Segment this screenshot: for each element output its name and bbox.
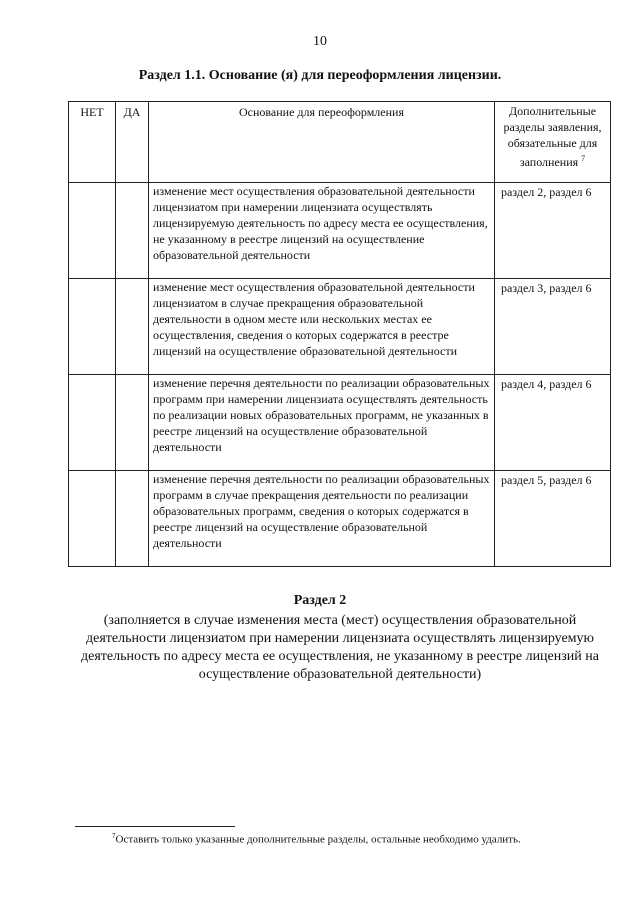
- da-cell[interactable]: [116, 375, 149, 471]
- header-extra-sections: [495, 102, 611, 183]
- footnote-mark: 7: [112, 832, 116, 840]
- sections-cell: раздел 3, раздел 6: [495, 279, 611, 375]
- basis-cell: изменение перечня деятельности по реализации образовательных программ при намерении лицензиата осуществлять деятельность по реализации новых образовательных программ, не указанных в реестре лицензий на осуществление образовательной деятельности: [149, 375, 495, 471]
- header-basis: Основание для переоформления: [149, 102, 495, 183]
- basis-cell: изменение мест осуществления образовательной деятельности лицензиатом при намерении лицензиата осуществлять лицензируемую деятельность по адресу места ее осуществления, не указанному в реестре лицензий на осуществление образовательной деятельности: [149, 183, 495, 279]
- table-row: [69, 183, 611, 279]
- footnote-divider: [75, 826, 235, 827]
- header-extra-text: Дополнительные разделы заявления, обязательные для заполнения: [503, 104, 602, 169]
- da-cell[interactable]: [116, 279, 149, 375]
- table-row: [69, 471, 611, 567]
- table-row: [69, 375, 611, 471]
- net-cell[interactable]: [69, 279, 116, 375]
- header-da: ДА: [116, 102, 149, 183]
- sections-cell: раздел 4, раздел 6: [495, 375, 611, 471]
- table-row: [69, 279, 611, 375]
- basis-table: [68, 101, 611, 567]
- section2-note: (заполняется в случае изменения места (мест) осуществления образовательной деятельности лицензиатом при намерении лицензиата осуществлять лицензируемую деятельность по адресу места ее осуществления, не указанному в реестре лицензий на осуществление образовательной деятельности): [81, 613, 599, 682]
- da-cell[interactable]: [116, 183, 149, 279]
- basis-cell: изменение перечня деятельности по реализации образовательных программ в случае прекращения деятельности по реализации образовательных программ, сведения о которых содержатся в реестре лицензий на осуществление образовательной деятельности: [149, 471, 495, 567]
- net-cell[interactable]: [69, 471, 116, 567]
- page-number: 10: [313, 34, 327, 49]
- section2-title: Раздел 2: [293, 593, 347, 608]
- sections-cell: раздел 2, раздел 6: [495, 183, 611, 279]
- net-cell[interactable]: [69, 375, 116, 471]
- header-footnote-mark: 7: [581, 154, 586, 163]
- da-cell[interactable]: [116, 471, 149, 567]
- header-net: НЕТ: [69, 102, 116, 183]
- sections-cell: раздел 5, раздел 6: [495, 471, 611, 567]
- footnote-text: Оставить только указанные дополнительные разделы, остальные необходимо удалить.: [115, 833, 521, 846]
- net-cell[interactable]: [69, 183, 116, 279]
- footnote: [112, 832, 632, 846]
- table-header-row: [69, 102, 611, 183]
- section-title: Раздел 1.1. Основание (я) для переоформления лицензии.: [138, 68, 502, 83]
- basis-cell: изменение мест осуществления образовательной деятельности лицензиатом в случае прекращения образовательной деятельности в одном месте или нескольких местах ее осуществления, сведения о которых содержатся в реестре лицензий на осуществление образовательной деятельности: [149, 279, 495, 375]
